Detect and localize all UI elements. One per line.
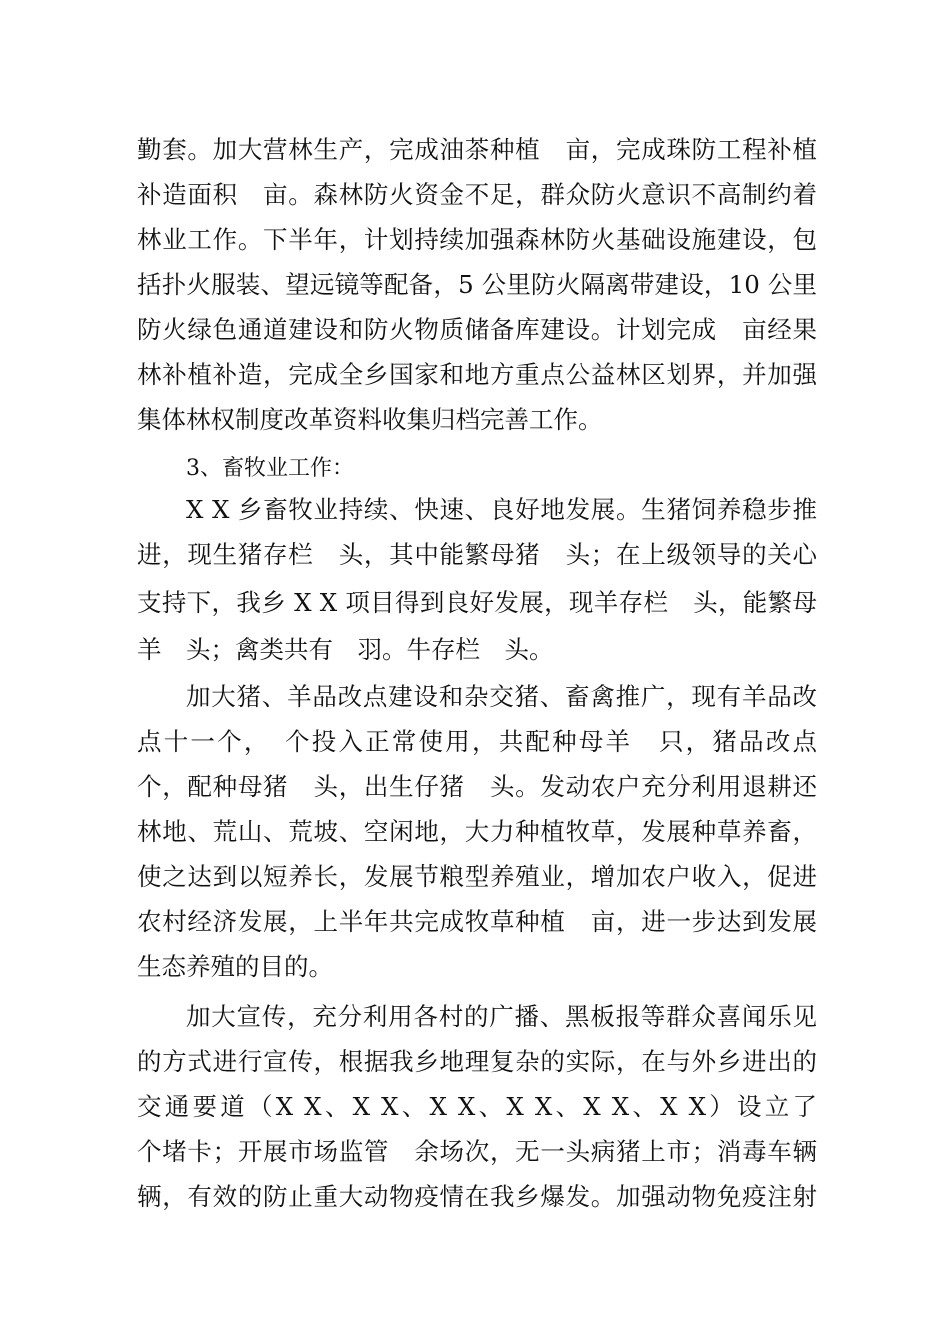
text-line: 林补植补造，完成全乡国家和地方重点公益林区划界，并加强 — [137, 360, 817, 389]
text-line: 交通要道（X X、X X、X X、X X、X X、X X）设立了 — [137, 1092, 817, 1121]
text-line: 生态养殖的目的。 — [137, 952, 333, 981]
text-line: 支持下，我乡 X X 项目得到良好发展，现羊存栏 头，能繁母 — [137, 588, 817, 617]
text-line: 加大猪、羊品改点建设和杂交猪、畜禽推广，现有羊品改 — [186, 682, 817, 711]
text-line: 的方式进行宣传，根据我乡地理复杂的实际，在与外乡进出的 — [137, 1047, 817, 1076]
section-heading: 3、畜牧业工作： — [186, 456, 354, 481]
text-line: 防火绿色通道建设和防火物质储备库建设。计划完成 亩经果 — [137, 315, 817, 344]
text-line: 使之达到以短养长，发展节粮型养殖业，增加农户收入，促进 — [137, 862, 817, 891]
text-line: 个，配种母猪 头，出生仔猪 头。发动农户充分利用退耕还 — [137, 772, 817, 801]
text-line: 进，现生猪存栏 头，其中能繁母猪 头；在上级领导的关心 — [137, 540, 817, 569]
text-line: 括扑火服装、望远镜等配备，5 公里防火隔离带建设，10 公里 — [137, 270, 817, 299]
text-line: 农村经济发展，上半年共完成牧草种植 亩，进一步达到发展 — [137, 907, 817, 936]
text-line: 点十一个， 个投入正常使用，共配种母羊 只，猪品改点 — [137, 727, 817, 756]
text-line: 加大宣传，充分利用各村的广播、黑板报等群众喜闻乐见 — [186, 1002, 817, 1031]
text-line: 勤套。加大营林生产，完成油茶种植 亩，完成珠防工程补植 — [137, 135, 817, 164]
text-line: 林业工作。下半年，计划持续加强森林防火基础设施建设，包 — [137, 225, 817, 254]
text-line: 羊 头；禽类共有 羽。牛存栏 头。 — [137, 635, 554, 664]
text-line: 辆，有效的防止重大动物疫情在我乡爆发。加强动物免疫注射 — [137, 1182, 817, 1211]
text-line: 补造面积 亩。森林防火资金不足，群众防火意识不高制约着 — [137, 180, 817, 209]
text-line: 个堵卡；开展市场监管 余场次，无一头病猪上市；消毒车辆 — [137, 1137, 817, 1166]
text-line: X X 乡畜牧业持续、快速、良好地发展。生猪饲养稳步推 — [186, 495, 817, 524]
text-line: 集体林权制度改革资料收集归档完善工作。 — [137, 405, 603, 434]
text-line: 林地、荒山、荒坡、空闲地，大力种植牧草，发展种草养畜， — [137, 817, 817, 846]
